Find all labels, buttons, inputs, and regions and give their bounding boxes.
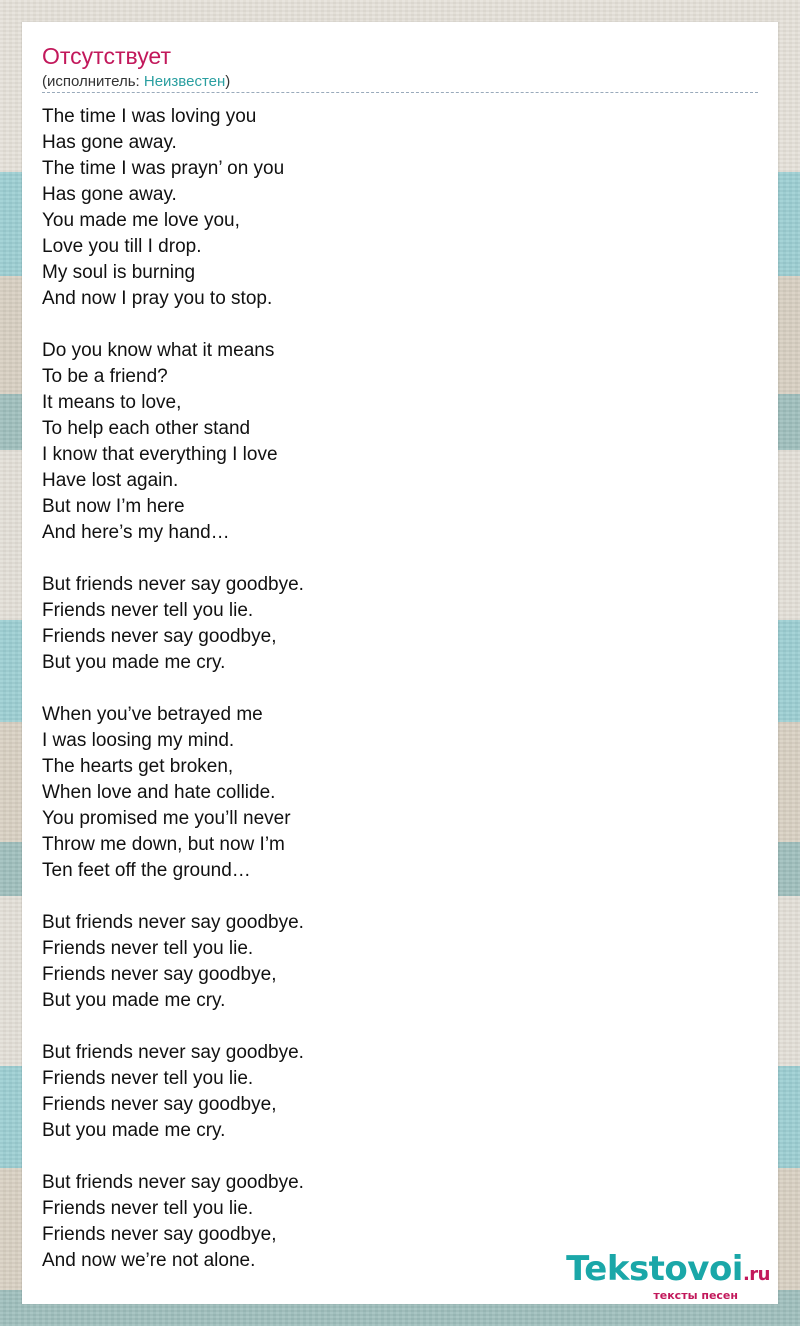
lyric-line: To be a friend? xyxy=(42,366,168,387)
divider xyxy=(42,92,758,93)
logo-tagline: тексты песен xyxy=(653,1289,738,1302)
lyric-line: Have lost again. xyxy=(42,470,179,491)
artist-line xyxy=(42,72,230,92)
lyric-line: Has gone away. xyxy=(42,132,177,153)
lyric-line: The time I was loving you xyxy=(42,106,257,127)
lyric-line: It means to love, xyxy=(42,392,182,413)
lyric-stanza xyxy=(42,702,742,884)
lyric-line: The hearts get broken, xyxy=(42,756,234,777)
lyric-line: And here’s my hand… xyxy=(42,522,230,543)
artist-suffix: ) xyxy=(225,73,231,90)
lyric-line: Friends never say goodbye, xyxy=(42,964,277,985)
lyric-line: And now I pray you to stop. xyxy=(42,288,273,309)
lyric-line: I know that everything I love xyxy=(42,444,278,465)
lyric-line: But you made me cry. xyxy=(42,652,226,673)
lyric-line: Friends never say goodbye, xyxy=(42,1224,277,1245)
artist-prefix: (исполнитель: xyxy=(42,73,144,90)
lyric-line: I was loosing my mind. xyxy=(42,730,235,751)
logo-main-text: Tekstovoi xyxy=(566,1249,743,1289)
lyric-line: Friends never tell you lie. xyxy=(42,1068,254,1089)
logo-tld: .ru xyxy=(742,1264,770,1285)
lyric-line: When you’ve betrayed me xyxy=(42,704,263,725)
lyric-line: But you made me cry. xyxy=(42,1120,226,1141)
lyric-stanza xyxy=(42,910,742,1014)
lyric-stanza xyxy=(42,104,742,312)
lyric-line: When love and hate collide. xyxy=(42,782,276,803)
lyric-line: You made me love you, xyxy=(42,210,240,231)
logo-wordmark xyxy=(566,1251,770,1293)
lyric-line: But friends never say goodbye. xyxy=(42,1172,304,1193)
lyric-line: Do you know what it means xyxy=(42,340,275,361)
lyric-line: Friends never tell you lie. xyxy=(42,938,254,959)
lyric-line: Friends never say goodbye, xyxy=(42,1094,277,1115)
lyric-line: But you made me cry. xyxy=(42,990,226,1011)
lyric-line: You promised me you’ll never xyxy=(42,808,291,829)
lyric-line: My soul is burning xyxy=(42,262,196,283)
lyric-line: Has gone away. xyxy=(42,184,177,205)
lyric-line: Throw me down, but now I’m xyxy=(42,834,285,855)
lyric-stanza xyxy=(42,1040,742,1144)
lyric-line: But friends never say goodbye. xyxy=(42,912,304,933)
song-title: Отсутствует xyxy=(42,43,171,69)
lyric-line: The time I was prayn’ on you xyxy=(42,158,285,179)
lyric-line: But friends never say goodbye. xyxy=(42,1042,304,1063)
lyric-line: Friends never tell you lie. xyxy=(42,1198,254,1219)
lyric-stanza xyxy=(42,572,742,676)
lyric-line: But now I’m here xyxy=(42,496,185,517)
lyric-line: Friends never tell you lie. xyxy=(42,600,254,621)
lyrics-card xyxy=(22,22,778,1304)
lyric-line: And now we’re not alone. xyxy=(42,1250,256,1271)
lyric-line: Love you till I drop. xyxy=(42,236,202,257)
lyric-stanza xyxy=(42,338,742,546)
lyric-line: To help each other stand xyxy=(42,418,251,439)
lyric-line: But friends never say goodbye. xyxy=(42,574,304,595)
lyric-line: Friends never say goodbye, xyxy=(42,626,277,647)
site-logo[interactable] xyxy=(566,1251,770,1302)
lyric-line: Ten feet off the ground… xyxy=(42,860,251,881)
artist-link[interactable]: Неизвестен xyxy=(143,73,226,90)
lyrics-body xyxy=(42,104,742,1274)
